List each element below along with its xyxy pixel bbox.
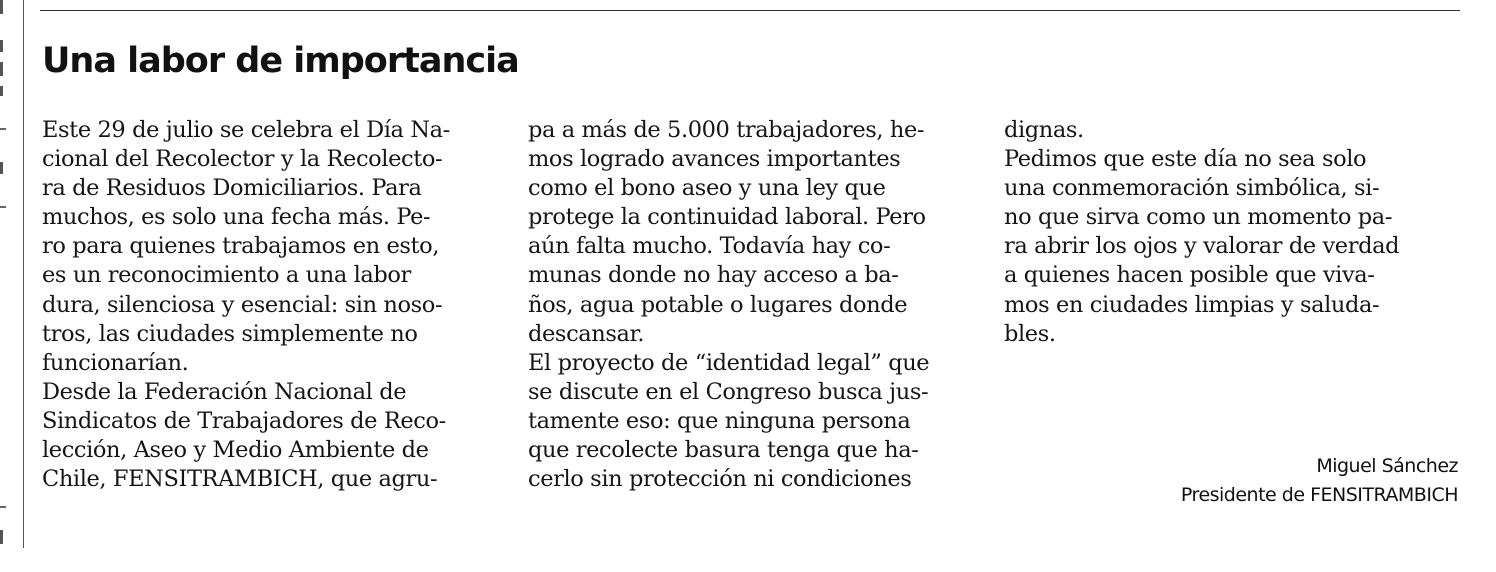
- article-column-1: [42, 116, 512, 494]
- text-line: protege la continuidad laboral. Pero: [528, 204, 926, 231]
- text-line: cional del Recolector y la Recolecto-: [42, 146, 443, 173]
- text-line: mos en ciudades limpias y saluda-: [1004, 291, 1380, 318]
- edge-mark: [0, 0, 3, 14]
- text-line: aún falta mucho. Todavía hay co-: [528, 233, 891, 260]
- text-line: cerlo sin protección ni condiciones: [528, 466, 912, 493]
- text-line: ra de Residuos Domiciliarios. Para: [42, 175, 422, 202]
- text-line: Pedimos que este día no sea solo: [1004, 146, 1367, 173]
- edge-mark: [0, 86, 3, 96]
- text-line: lección, Aseo y Medio Ambiente de: [42, 437, 429, 464]
- edge-mark: [0, 62, 3, 76]
- text-line: es un reconocimiento a una labor: [42, 262, 411, 289]
- edge-tick: [0, 128, 6, 130]
- edge-tick: [0, 206, 6, 208]
- page-edge-marks: [0, 0, 22, 572]
- text-line: ra abrir los ojos y valorar de verdad: [1004, 233, 1400, 260]
- text-line: Desde la Federación Nacional de: [42, 378, 407, 405]
- text-line: tamente eso: que ninguna persona: [528, 407, 911, 434]
- text-line: mos logrado avances importantes: [528, 146, 901, 173]
- column-rule: [23, 0, 24, 548]
- author-name: Miguel Sánchez: [1316, 455, 1458, 477]
- text-line: muchos, es solo una fecha más. Pe-: [42, 204, 431, 231]
- text-line: pa a más de 5.000 trabajadores, he-: [528, 117, 925, 143]
- text-line: Este 29 de julio se celebra el Día Na-: [42, 117, 450, 143]
- text-line: bles.: [1004, 320, 1056, 347]
- text-line: ños, agua potable o lugares donde: [528, 291, 908, 318]
- text-line: Chile, FENSITRAMBICH, que agru-: [42, 466, 438, 493]
- text-line: no que sirva como un momento pa-: [1004, 204, 1393, 231]
- text-line: dignas.: [1004, 117, 1084, 143]
- article-column-2: [528, 116, 998, 494]
- edge-tick: [0, 506, 6, 508]
- text-line: que recolecte basura tenga que ha-: [528, 437, 919, 464]
- edge-mark: [0, 40, 3, 52]
- edge-mark: [0, 162, 3, 174]
- text-line: El proyecto de “identidad legal” que: [528, 349, 930, 376]
- text-line: munas donde no hay acceso a ba-: [528, 262, 899, 289]
- text-line: se discute en el Congreso busca jus-: [528, 378, 929, 405]
- top-rule: [40, 10, 1460, 11]
- author-title: Presidente de FENSITRAMBICH: [1180, 484, 1458, 506]
- headline: Una labor de importancia: [42, 41, 519, 81]
- text-line: dura, silenciosa y esencial: sin noso-: [42, 291, 443, 318]
- text-line: descansar.: [528, 320, 645, 347]
- text-line: ro para quienes trabajamos en esto,: [42, 233, 440, 260]
- text-line: como el bono aseo y una ley que: [528, 175, 886, 202]
- text-line: a quienes hacen posible que viva-: [1004, 262, 1375, 289]
- text-line: una conmemoración simbólica, si-: [1004, 175, 1380, 202]
- article-column-3: [1004, 116, 1474, 349]
- edge-mark: [0, 530, 3, 544]
- text-line: tros, las ciudades simplemente no: [42, 320, 418, 347]
- text-line: Sindicatos de Trabajadores de Reco-: [42, 407, 446, 434]
- author-signature: [1181, 452, 1458, 510]
- text-line: funcionarían.: [42, 349, 189, 376]
